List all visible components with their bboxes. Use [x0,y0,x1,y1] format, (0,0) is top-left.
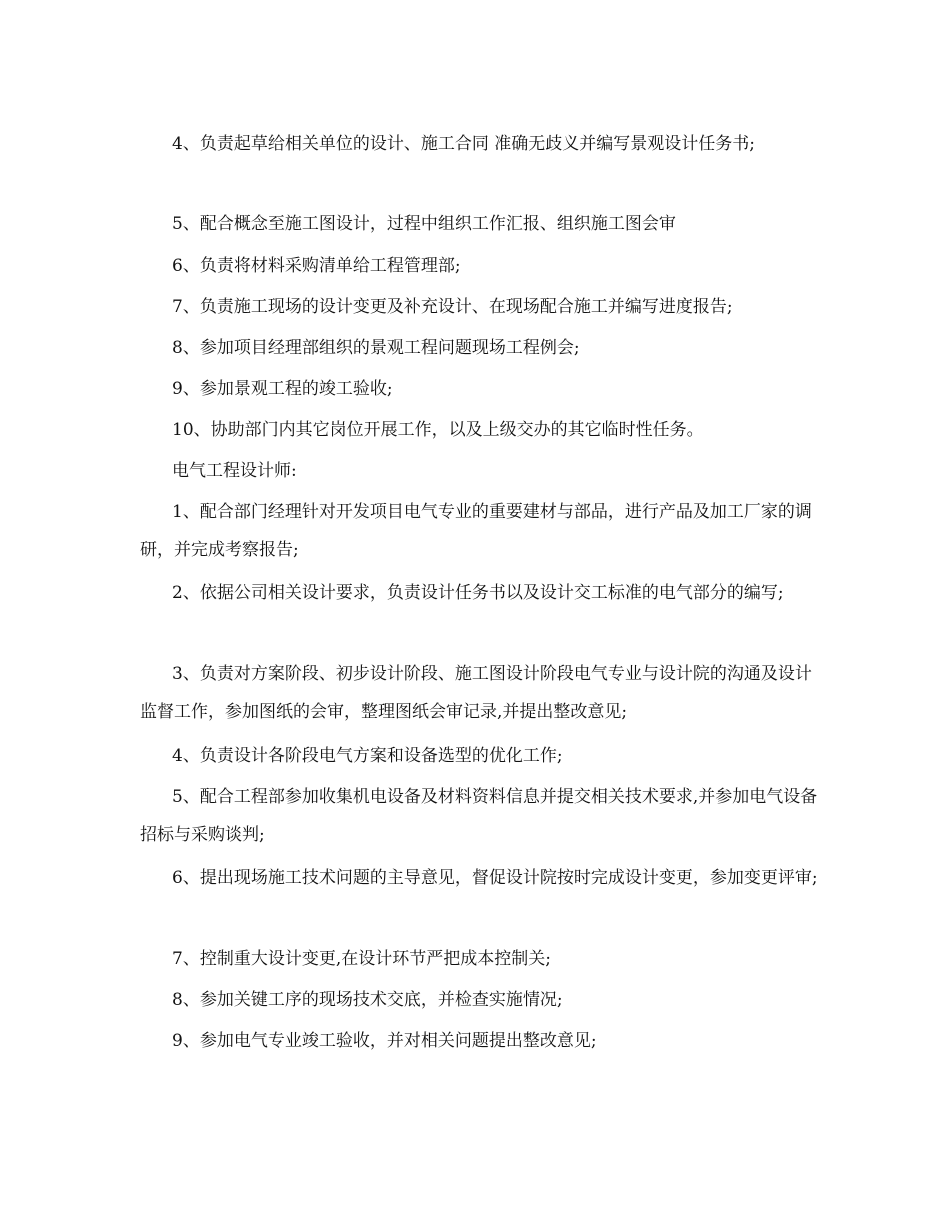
paragraph-electrical-5: 5、配合工程部参加收集机电设备及材料资料信息并提交相关技术要求,并参加电气设备招标与采购谈判; [140,787,818,845]
paragraph-landscape-5: 5、配合概念至施工图设计，过程中组织工作汇报、组织施工图会审 [172,214,676,234]
paragraph-electrical-6: 6、提出现场施工技术问题的主导意见，督促设计院按时完成设计变更，参加变更评审; [172,868,818,888]
paragraph-landscape-8: 8、参加项目经理部组织的景观工程问题现场工程例会; [172,338,580,358]
paragraph-electrical-8: 8、参加关键工序的现场技术交底，并检查实施情况; [172,990,563,1010]
paragraph-landscape-4: 4、负责起草给相关单位的设计、施工合同 准确无歧义并编写景观设计任务书; [172,134,755,154]
paragraph-electrical-3: 3、负责对方案阶段、初步设计阶段、施工图设计阶段电气专业与设计院的沟通及设计监督工作，参加图纸的会审，整理图纸会审记录,并提出整改意见; [140,664,812,722]
paragraph-electrical-1: 1、配合部门经理针对开发项目电气专业的重要建材与部品，进行产品及加工厂家的调研，并完成考察报告; [140,502,812,560]
paragraph-landscape-10: 10、协助部门内其它岗位开展工作，以及上级交办的其它临时性任务。 [172,420,704,440]
section-heading-electrical: 电气工程设计师: [172,461,297,481]
paragraph-landscape-7: 7、负责施工现场的设计变更及补充设计、在现场配合施工并编写进度报告; [172,297,733,317]
paragraph-electrical-2: 2、依据公司相关设计要求，负责设计任务书以及设计交工标准的电气部分的编写; [172,583,784,603]
paragraph-electrical-7: 7、控制重大设计变更,在设计环节严把成本控制关; [172,949,551,969]
paragraph-electrical-9: 9、参加电气专业竣工验收，并对相关问题提出整改意见; [172,1031,597,1051]
paragraph-landscape-9: 9、参加景观工程的竣工验收; [172,379,393,399]
paragraph-landscape-6: 6、负责将材料采购清单给工程管理部; [172,256,461,276]
paragraph-electrical-4: 4、负责设计各阶段电气方案和设备选型的优化工作; [172,746,563,766]
